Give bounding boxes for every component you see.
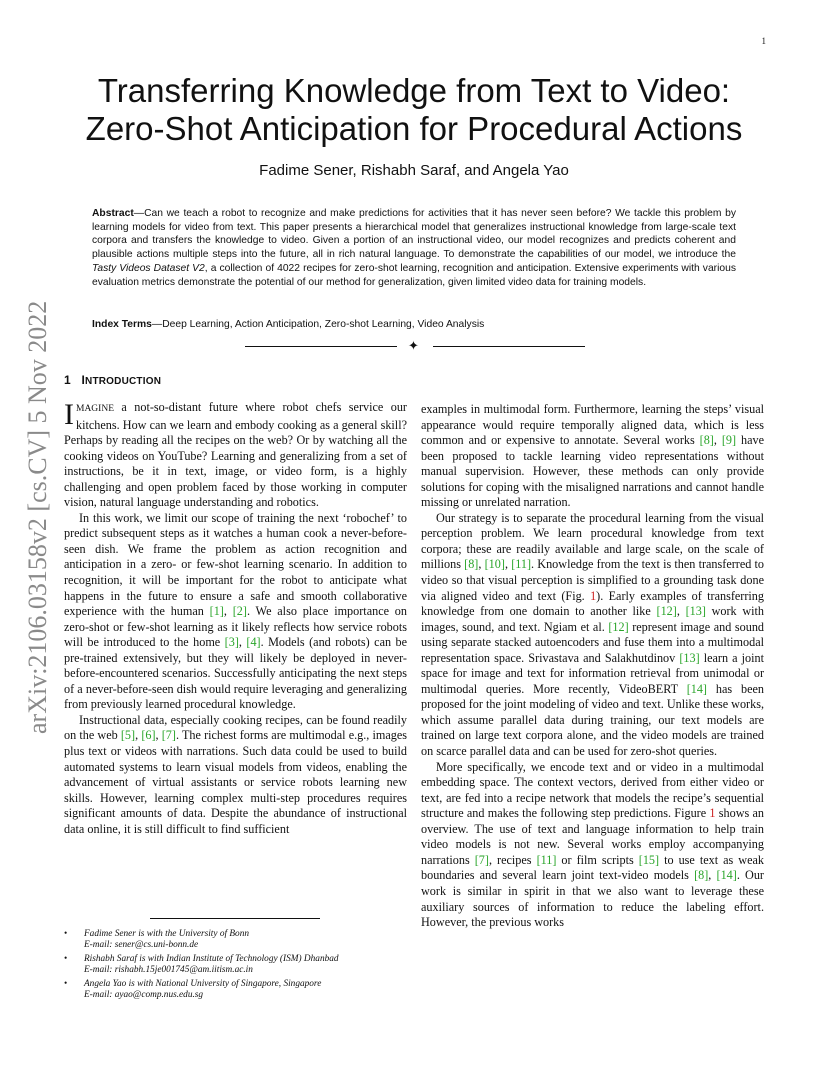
- left-paragraph-1-text: a not-so-distant future where robot chefs service our kitchens. How can we learn and embody cooking as a general skill? Perhaps by reading all the recipes on the web? Or by watching all the cooking videos on YouTube? Learning and generalizing from a set of instructions, be it in text, image, or video form, is a highly challenging and open problem faced by those working in computer vision, natural language understanding and robotics.: [64, 400, 407, 510]
- left-p2-text-c: . Models (and robots) can be pre-trained extensively, but they will likely be deployed in never-before-encountered scenarios. Successfully anticipating the next steps of a never-before-seen dish would require leveraging and generalizing from previously learned procedural knowledge.: [64, 635, 408, 712]
- left-paragraph-1: [64, 400, 407, 511]
- right-p2-text-c: ). Early examples of transferring knowledge from one domain to another like: [421, 588, 764, 619]
- footnote-email: E-mail: sener@cs.uni-bonn.de: [84, 940, 199, 951]
- section-divider: [245, 340, 585, 354]
- author-footnotes: [64, 929, 409, 1003]
- citation-8-b[interactable]: [8]: [464, 557, 479, 572]
- right-p2-text-g: has been proposed for the joint modeling of video and text. Unlike these works, which assume parallel data during training, our text models are trained on large text corpora alone, and the video models are trained on scarce parallel data and can be used for zero-shot queries.: [421, 681, 764, 759]
- abstract-label: Abstract: [92, 208, 134, 219]
- right-p1-text-a: examples in multimodal form. Furthermore, learning the steps’ visual appearance would require temporally aligned data, which is less common and or expensive to annotate. Several works: [421, 402, 764, 448]
- divider-diamond-icon: ✦: [408, 339, 419, 354]
- abstract: [92, 207, 736, 289]
- left-p3-text-a: Instructional data, especially cooking recipes, can be found readily on the web: [64, 712, 407, 743]
- citation-12[interactable]: [12]: [656, 604, 677, 619]
- footnote-affiliation: Rishabh Saraf is with Indian Institute of Technology (ISM) Dhanbad: [84, 953, 339, 964]
- right-paragraph-3: More specifically, we encode text and or video in a multimodal embedding space. The context vectors, derived from either video or text, are fed into a recipe network that models the recipe’s sequential structure and makes the following step predictions. Figure 1 shows an overview. The use of text and language information to help train video models is not new. Several works employ accompanying narrations [7], recipes [11] or film scripts [15] to use text as weak boundaries and several learn joint text-video models [8], [14]. Our work is similar in spirit in that we also want to leverage these auxiliary sources of information to reduce the labeling effort. However, the previous works: [421, 759, 765, 930]
- left-p3-text-b: . The richest forms are multimodal e.g., images plus text or videos with narrations. Such data could be used to build automated systems to learn visual models from videos, enabling the advancement of virtual assistants or service robots learning new skills. However, learning complex multi-step procedures requires significant amounts of data. Despite the abundance of instructional data online, it is still difficult to find sufficient: [64, 728, 408, 836]
- citation-2[interactable]: [2]: [232, 604, 247, 619]
- divider-line-left: [245, 346, 397, 347]
- citation-7[interactable]: [7]: [161, 728, 176, 743]
- footnote-item: [64, 929, 409, 952]
- citation-7-b[interactable]: [7]: [474, 852, 489, 867]
- citation-8-c[interactable]: [8]: [694, 868, 709, 883]
- left-column: [64, 400, 407, 837]
- right-p2-text-b: . Knowledge from the text is then transferred to video so that visual perception is simplified to a grounding task done via aligned video and text (Fig.: [421, 557, 765, 603]
- citation-9[interactable]: [9]: [721, 433, 737, 448]
- authors: Fadime Sener, Rishabh Saraf, and Angela Yao: [259, 162, 569, 179]
- right-paragraph-1: examples in multimodal form. Furthermore, learning the steps’ visual appearance would require temporally aligned data, which is less common and or expensive to annotate. Several works [8], [9] have been proposed to tackle learning video representations without manual supervision. However, these methods can only provide solutions for coping with the misaligned narrations and cannot handle missing or unrelated narration.: [421, 402, 764, 510]
- right-p3-text-e: to use text as weak boundaries and several learn joint text-video models: [421, 852, 765, 883]
- section-heading: [64, 373, 161, 387]
- footnote-email: E-mail: ayao@comp.nus.edu.sg: [84, 990, 204, 1001]
- abstract-text-post: , a collection of 4022 recipes for zero-shot learning, recognition and anticipation. Extensive experiments with various evaluation metrics demonstrate the potential of our method for generalization, given limited video data for training models.: [92, 262, 736, 288]
- right-p3-text-a: More specifically, we encode text and or video in a multimodal embedding space. The context vectors, derived from either video or text, are fed into a recipe network that models the recipe’s sequential structure and makes the following step predictions. Figure: [421, 759, 764, 821]
- citation-15[interactable]: [15]: [638, 852, 660, 867]
- right-p1-text-b: have been proposed to tackle learning video representations without manual supervision. However, these methods can only provide solutions for coping with the misaligned narrations and cannot handle missing or unrelated narration.: [421, 433, 764, 510]
- right-p3-text-c: , recipes: [488, 852, 537, 867]
- section-title-rest: NTRODUCTION: [85, 376, 162, 387]
- footnote-affiliation: Angela Yao is with National University of Singapore, Singapore: [84, 978, 322, 989]
- footnote-item: [64, 954, 409, 977]
- right-p3-text-f: . Our work is similar in spirit in that we also want to leverage these auxiliary sources of information to reduce the labeling effort. However, the previous works: [421, 868, 764, 930]
- citation-1[interactable]: [1]: [209, 604, 224, 619]
- citation-14[interactable]: [14]: [686, 681, 707, 696]
- abstract-text-pre: —Can we teach a robot to recognize and make predictions for activities that it has never seen before? We tackle this problem by learning models for video from text. This paper presents a hierarchical model that generalizes instructional knowledge from large-scale text corpora and transfers the knowledge to video. Given a portion of an instructional video, our model recognizes and predicts coherent and plausible actions multiple steps into the future, all in rich natural language. To demonstrate the capabilities of our model, we introduce the: [92, 208, 736, 261]
- right-column: [421, 402, 764, 931]
- right-p2-text-d: work with images, sound, and text. Ngiam et al.: [421, 604, 765, 634]
- right-p2-text-a: Our strategy is to separate the procedural learning from the visual perception problem. We learn procedural knowledge from text corpora; these are readily available and large scale, on the scale of millions: [421, 510, 764, 572]
- title-line-2: Zero-Shot Anticipation for Procedural Actions: [85, 110, 743, 147]
- left-p2-text-a: In this work, we limit our scope of training the next ‘robochef’ to predict subsequent steps as it watches a human cook a never-before-seen dish. We frame the problem as action recognition and anticipation in a zero- or few-shot learning scenario. In addition to recognition, it will be important for the robot to anticipate what happens in the future to ensure a safe and smooth collaborative experience with the human: [64, 510, 407, 619]
- footnote-item: [64, 979, 409, 1002]
- left-paragraph-3: Instructional data, especially cooking recipes, can be found readily on the web [5], [6], [7]. The richest forms are multimodal e.g., images plus text or videos with narrations. Such data could be used to build automated systems to learn visual models from videos, enabling the advancement of virtual assistants or service robots learning new skills. However, learning complex multi-step procedures requires significant amounts of data. Despite the abundance of instructional data online, it is still difficult to find sufficient: [64, 712, 408, 836]
- citation-13[interactable]: [13]: [685, 604, 706, 619]
- page-number: 1: [761, 36, 766, 46]
- figure-ref-1-b[interactable]: 1: [709, 806, 716, 821]
- paper-title: [60, 72, 768, 148]
- right-p3-text-b: shows an overview. The use of text and language information to help train video models is not new. Several works employ accompanying narrations: [421, 806, 764, 867]
- section-number: 1: [64, 373, 71, 387]
- citation-13-b[interactable]: [13]: [679, 650, 700, 665]
- footnote-email: E-mail: rishabh.15je001745@am.iitism.ac.in: [84, 965, 253, 976]
- small-caps-word: MAGINE: [76, 404, 114, 414]
- index-terms: [92, 319, 736, 330]
- citation-4[interactable]: [4]: [246, 635, 261, 650]
- right-p2-text-e: represent image and sound using separate stacked autoencoders and fuse them into a multimodal representation space. Srivastava and Salakhutdinov: [421, 619, 765, 665]
- drop-cap: I: [64, 398, 74, 431]
- index-terms-text: —Deep Learning, Action Anticipation, Zero-shot Learning, Video Analysis: [151, 319, 485, 330]
- citation-11[interactable]: [11]: [511, 557, 532, 572]
- title-line-1: Transferring Knowledge from Text to Video:: [97, 72, 731, 109]
- left-paragraph-2: In this work, we limit our scope of training the next ‘robochef’ to predict subsequent steps as it watches a human cook a never-before-seen dish. We frame the problem as action recognition and anticipation in a zero- or few-shot learning scenario. In addition to recognition, it will be important for the robot to anticipate what happens in the future to ensure a safe and smooth collaborative experience with the human [1], [2]. We also place importance on zero-shot or few-shot learning as it likely reflects how service robots will be introduced to the home [3], [4]. Models (and robots) can be pre-trained extensively, but they will likely be deployed in never-before-encountered scenarios. Successfully anticipating the next steps of a never-before-seen dish would require leveraging and generalizing from previously learned procedural knowledge.: [64, 510, 408, 712]
- abstract-dataset-name: Tasty Videos Dataset V2: [92, 262, 205, 274]
- figure-ref-1[interactable]: 1: [590, 588, 597, 603]
- section-title-initial: I: [81, 373, 86, 387]
- citation-11-b[interactable]: [11]: [536, 852, 557, 867]
- citation-3[interactable]: [3]: [224, 635, 239, 650]
- footnote-affiliation: Fadime Sener is with the University of Bonn: [84, 929, 249, 939]
- right-p3-text-d: or film scripts: [556, 852, 639, 867]
- citation-5[interactable]: [5]: [120, 728, 136, 743]
- left-p2-text-b: . We also place importance on zero-shot or few-shot learning as it likely reflects how service robots will be introduced to the home: [64, 604, 407, 650]
- citation-6[interactable]: [6]: [141, 728, 156, 743]
- right-paragraph-2: Our strategy is to separate the procedural learning from the visual perception problem. We learn procedural knowledge from text corpora; these are readily available and large scale, on the scale of millions [8], [10], [11]. Knowledge from the text is then transferred to video so that visual perception is simplified to a grounding task done via aligned video and text (Fig. 1). Early examples of transferring knowledge from one domain to another like [12], [13] work with images, sound, and text. Ngiam et al. [12] represent image and sound using separate stacked autoencoders and fuse them into a multimodal representation space. Srivastava and Salakhutdinov [13] learn a joint space for image and text for information retrieval from unimodal or multimodal queries. More recently, VideoBERT [14] has been proposed for the joint modeling of video and text. Unlike these works, which assume parallel data during training, our text models are trained on large text corpora alone, and the video models are trained on scarce parallel data and can be used for zero-shot queries.: [421, 510, 765, 759]
- right-p2-text-f: learn a joint space for image and text for information retrieval from unimodal or multimodal queries. More recently, VideoBERT: [421, 650, 764, 696]
- citation-12-b[interactable]: [12]: [608, 619, 629, 634]
- divider-line-right: [433, 346, 585, 347]
- arxiv-stamp: arXiv:2106.03158v2 [cs.CV] 5 Nov 2022: [23, 300, 52, 734]
- citation-10[interactable]: [10]: [484, 557, 505, 572]
- index-terms-label: Index Terms: [92, 319, 152, 330]
- citation-14-b[interactable]: [14]: [716, 868, 737, 883]
- footnote-rule: [150, 918, 320, 919]
- citation-8[interactable]: [8]: [699, 433, 714, 448]
